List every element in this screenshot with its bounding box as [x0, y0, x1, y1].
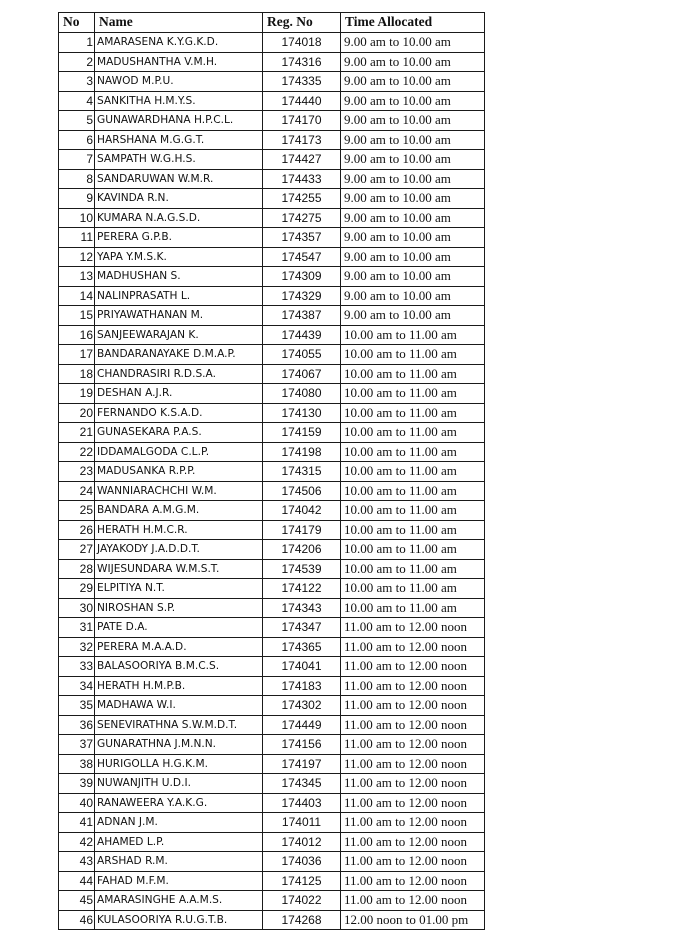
table-row	[59, 579, 485, 599]
row-number: 21	[59, 423, 95, 443]
student-name: IDDAMALGODA C.L.P.	[95, 442, 263, 462]
student-name: HURIGOLLA H.G.K.M.	[95, 754, 263, 774]
reg-number: 174022	[263, 891, 341, 911]
table-body	[59, 33, 485, 930]
student-name: AMARASENA K.Y.G.K.D.	[95, 33, 263, 53]
row-number: 8	[59, 169, 95, 189]
row-number: 9	[59, 189, 95, 209]
time-allocated: 9.00 am to 10.00 am	[341, 130, 485, 150]
table-row	[59, 208, 485, 228]
student-name: GUNARATHNA J.M.N.N.	[95, 735, 263, 755]
time-allocated: 11.00 am to 12.00 noon	[341, 774, 485, 794]
student-name: SENEVIRATHNA S.W.M.D.T.	[95, 715, 263, 735]
student-name: WANNIARACHCHI W.M.	[95, 481, 263, 501]
reg-number: 174315	[263, 462, 341, 482]
time-allocated: 10.00 am to 11.00 am	[341, 442, 485, 462]
student-name: DESHAN A.J.R.	[95, 384, 263, 404]
time-allocated: 11.00 am to 12.00 noon	[341, 715, 485, 735]
time-allocated: 9.00 am to 10.00 am	[341, 247, 485, 267]
student-name: ELPITIYA N.T.	[95, 579, 263, 599]
student-name: PRIYAWATHANAN M.	[95, 306, 263, 326]
reg-number: 174440	[263, 91, 341, 111]
table-row	[59, 267, 485, 287]
table-row	[59, 111, 485, 131]
time-allocated: 10.00 am to 11.00 am	[341, 384, 485, 404]
student-name: GUNASEKARA P.A.S.	[95, 423, 263, 443]
reg-number: 174316	[263, 52, 341, 72]
reg-number: 174335	[263, 72, 341, 92]
row-number: 44	[59, 871, 95, 891]
student-name: BANDARA A.M.G.M.	[95, 501, 263, 521]
table-row	[59, 150, 485, 170]
reg-number: 174365	[263, 637, 341, 657]
reg-number: 174012	[263, 832, 341, 852]
row-number: 28	[59, 559, 95, 579]
row-number: 27	[59, 540, 95, 560]
row-number: 29	[59, 579, 95, 599]
reg-number: 174547	[263, 247, 341, 267]
student-name: PERERA G.P.B.	[95, 228, 263, 248]
student-name: RANAWEERA Y.A.K.G.	[95, 793, 263, 813]
row-number: 15	[59, 306, 95, 326]
table-row	[59, 520, 485, 540]
table-row	[59, 813, 485, 833]
student-name: WIJESUNDARA W.M.S.T.	[95, 559, 263, 579]
time-allocated: 11.00 am to 12.00 noon	[341, 735, 485, 755]
row-number: 17	[59, 345, 95, 365]
reg-number: 174198	[263, 442, 341, 462]
table-row	[59, 169, 485, 189]
row-number: 22	[59, 442, 95, 462]
time-allocated: 9.00 am to 10.00 am	[341, 52, 485, 72]
student-name: FAHAD M.F.M.	[95, 871, 263, 891]
time-allocation-table	[58, 12, 485, 930]
student-name: PATE D.A.	[95, 618, 263, 638]
row-number: 46	[59, 910, 95, 930]
table-row	[59, 657, 485, 677]
reg-number: 174206	[263, 540, 341, 560]
time-allocated: 9.00 am to 10.00 am	[341, 72, 485, 92]
time-allocated: 10.00 am to 11.00 am	[341, 579, 485, 599]
reg-number: 174403	[263, 793, 341, 813]
student-name: SANJEEWARAJAN K.	[95, 325, 263, 345]
student-name: CHANDRASIRI R.D.S.A.	[95, 364, 263, 384]
student-name: NAWOD M.P.U.	[95, 72, 263, 92]
time-allocated: 9.00 am to 10.00 am	[341, 208, 485, 228]
row-number: 38	[59, 754, 95, 774]
header-name: Name	[95, 13, 263, 33]
table-row	[59, 774, 485, 794]
time-allocated: 10.00 am to 11.00 am	[341, 540, 485, 560]
row-number: 34	[59, 676, 95, 696]
table-row	[59, 33, 485, 53]
row-number: 25	[59, 501, 95, 521]
time-allocated: 10.00 am to 11.00 am	[341, 364, 485, 384]
student-name: NALINPRASATH L.	[95, 286, 263, 306]
row-number: 45	[59, 891, 95, 911]
student-name: MADUSANKA R.P.P.	[95, 462, 263, 482]
table-row	[59, 364, 485, 384]
reg-number: 174130	[263, 403, 341, 423]
student-name: AHAMED L.P.	[95, 832, 263, 852]
student-name: HARSHANA M.G.G.T.	[95, 130, 263, 150]
row-number: 12	[59, 247, 95, 267]
row-number: 42	[59, 832, 95, 852]
time-allocated: 10.00 am to 11.00 am	[341, 520, 485, 540]
time-allocated: 9.00 am to 10.00 am	[341, 228, 485, 248]
time-allocated: 9.00 am to 10.00 am	[341, 111, 485, 131]
time-allocated: 11.00 am to 12.00 noon	[341, 891, 485, 911]
time-allocated: 11.00 am to 12.00 noon	[341, 676, 485, 696]
row-number: 24	[59, 481, 95, 501]
table-row	[59, 871, 485, 891]
time-allocated: 9.00 am to 10.00 am	[341, 306, 485, 326]
row-number: 43	[59, 852, 95, 872]
row-number: 4	[59, 91, 95, 111]
time-allocated: 10.00 am to 11.00 am	[341, 462, 485, 482]
row-number: 3	[59, 72, 95, 92]
row-number: 35	[59, 696, 95, 716]
student-name: BANDARANAYAKE D.M.A.P.	[95, 345, 263, 365]
reg-number: 174055	[263, 345, 341, 365]
reg-number: 174011	[263, 813, 341, 833]
student-name: MADUSHANTHA V.M.H.	[95, 52, 263, 72]
row-number: 7	[59, 150, 95, 170]
table-row	[59, 247, 485, 267]
time-allocated: 11.00 am to 12.00 noon	[341, 637, 485, 657]
row-number: 1	[59, 33, 95, 53]
time-allocated: 10.00 am to 11.00 am	[341, 423, 485, 443]
table-row	[59, 832, 485, 852]
time-allocated: 10.00 am to 11.00 am	[341, 501, 485, 521]
reg-number: 174539	[263, 559, 341, 579]
reg-number: 174170	[263, 111, 341, 131]
student-name: ARSHAD R.M.	[95, 852, 263, 872]
student-name: SANDARUWAN W.M.R.	[95, 169, 263, 189]
reg-number: 174506	[263, 481, 341, 501]
table-row	[59, 72, 485, 92]
student-name: HERATH H.M.C.R.	[95, 520, 263, 540]
table-row	[59, 52, 485, 72]
row-number: 2	[59, 52, 95, 72]
table-row	[59, 754, 485, 774]
row-number: 13	[59, 267, 95, 287]
time-allocated: 11.00 am to 12.00 noon	[341, 852, 485, 872]
header-reg-no: Reg. No	[263, 13, 341, 33]
reg-number: 174255	[263, 189, 341, 209]
reg-number: 174042	[263, 501, 341, 521]
row-number: 32	[59, 637, 95, 657]
time-allocated: 11.00 am to 12.00 noon	[341, 696, 485, 716]
time-allocated: 10.00 am to 11.00 am	[341, 598, 485, 618]
row-number: 30	[59, 598, 95, 618]
student-name: SAMPATH W.G.H.S.	[95, 150, 263, 170]
time-allocated: 9.00 am to 10.00 am	[341, 150, 485, 170]
time-allocated: 12.00 noon to 01.00 pm	[341, 910, 485, 930]
table-row	[59, 423, 485, 443]
table-row	[59, 345, 485, 365]
time-allocated: 10.00 am to 11.00 am	[341, 403, 485, 423]
time-allocated: 9.00 am to 10.00 am	[341, 189, 485, 209]
student-name: PERERA M.A.A.D.	[95, 637, 263, 657]
row-number: 14	[59, 286, 95, 306]
student-name: SANKITHA H.M.Y.S.	[95, 91, 263, 111]
reg-number: 174343	[263, 598, 341, 618]
table-row	[59, 189, 485, 209]
table-row	[59, 462, 485, 482]
reg-number: 174179	[263, 520, 341, 540]
row-number: 40	[59, 793, 95, 813]
table-row	[59, 793, 485, 813]
row-number: 31	[59, 618, 95, 638]
time-allocated: 11.00 am to 12.00 noon	[341, 657, 485, 677]
row-number: 5	[59, 111, 95, 131]
row-number: 6	[59, 130, 95, 150]
table-row	[59, 403, 485, 423]
reg-number: 174439	[263, 325, 341, 345]
table-row	[59, 891, 485, 911]
student-name: FERNANDO K.S.A.D.	[95, 403, 263, 423]
time-allocated: 11.00 am to 12.00 noon	[341, 832, 485, 852]
reg-number: 174122	[263, 579, 341, 599]
table-row	[59, 910, 485, 930]
table-row	[59, 852, 485, 872]
reg-number: 174173	[263, 130, 341, 150]
reg-number: 174387	[263, 306, 341, 326]
reg-number: 174067	[263, 364, 341, 384]
student-name: JAYAKODY J.A.D.D.T.	[95, 540, 263, 560]
table-row	[59, 130, 485, 150]
row-number: 39	[59, 774, 95, 794]
reg-number: 174433	[263, 169, 341, 189]
reg-number: 174449	[263, 715, 341, 735]
table-row	[59, 228, 485, 248]
reg-number: 174018	[263, 33, 341, 53]
reg-number: 174345	[263, 774, 341, 794]
time-allocated: 9.00 am to 10.00 am	[341, 169, 485, 189]
time-allocated: 11.00 am to 12.00 noon	[341, 871, 485, 891]
student-name: KUMARA N.A.G.S.D.	[95, 208, 263, 228]
time-allocated: 11.00 am to 12.00 noon	[341, 793, 485, 813]
student-name: MADHUSHAN S.	[95, 267, 263, 287]
row-number: 10	[59, 208, 95, 228]
table-row	[59, 598, 485, 618]
table-row	[59, 735, 485, 755]
allocation-sheet	[58, 12, 484, 930]
reg-number: 174041	[263, 657, 341, 677]
time-allocated: 11.00 am to 12.00 noon	[341, 754, 485, 774]
student-name: NIROSHAN S.P.	[95, 598, 263, 618]
student-name: KAVINDA R.N.	[95, 189, 263, 209]
table-row	[59, 481, 485, 501]
table-row	[59, 676, 485, 696]
reg-number: 174183	[263, 676, 341, 696]
reg-number: 174329	[263, 286, 341, 306]
student-name: ADNAN J.M.	[95, 813, 263, 833]
row-number: 41	[59, 813, 95, 833]
reg-number: 174080	[263, 384, 341, 404]
reg-number: 174156	[263, 735, 341, 755]
row-number: 20	[59, 403, 95, 423]
table-row	[59, 442, 485, 462]
table-row	[59, 306, 485, 326]
reg-number: 174275	[263, 208, 341, 228]
student-name: MADHAWA W.I.	[95, 696, 263, 716]
student-name: YAPA Y.M.S.K.	[95, 247, 263, 267]
table-row	[59, 715, 485, 735]
table-row	[59, 286, 485, 306]
reg-number: 174357	[263, 228, 341, 248]
student-name: GUNAWARDHANA H.P.C.L.	[95, 111, 263, 131]
table-row	[59, 696, 485, 716]
table-row	[59, 325, 485, 345]
table-row	[59, 91, 485, 111]
table-row	[59, 501, 485, 521]
student-name: AMARASINGHE A.A.M.S.	[95, 891, 263, 911]
reg-number: 174268	[263, 910, 341, 930]
table-row	[59, 559, 485, 579]
table-header-row	[59, 13, 485, 33]
row-number: 23	[59, 462, 95, 482]
student-name: BALASOORIYA B.M.C.S.	[95, 657, 263, 677]
header-time-allocated: Time Allocated	[341, 13, 485, 33]
time-allocated: 9.00 am to 10.00 am	[341, 33, 485, 53]
row-number: 18	[59, 364, 95, 384]
table-row	[59, 384, 485, 404]
student-name: KULASOORIYA R.U.G.T.B.	[95, 910, 263, 930]
time-allocated: 10.00 am to 11.00 am	[341, 481, 485, 501]
row-number: 36	[59, 715, 95, 735]
time-allocated: 11.00 am to 12.00 noon	[341, 813, 485, 833]
time-allocated: 10.00 am to 11.00 am	[341, 345, 485, 365]
reg-number: 174036	[263, 852, 341, 872]
reg-number: 174427	[263, 150, 341, 170]
student-name: NUWANJITH U.D.I.	[95, 774, 263, 794]
time-allocated: 10.00 am to 11.00 am	[341, 559, 485, 579]
reg-number: 174125	[263, 871, 341, 891]
row-number: 33	[59, 657, 95, 677]
time-allocated: 11.00 am to 12.00 noon	[341, 618, 485, 638]
row-number: 37	[59, 735, 95, 755]
time-allocated: 9.00 am to 10.00 am	[341, 286, 485, 306]
row-number: 11	[59, 228, 95, 248]
table-row	[59, 540, 485, 560]
reg-number: 174347	[263, 618, 341, 638]
time-allocated: 10.00 am to 11.00 am	[341, 325, 485, 345]
student-name: HERATH H.M.P.B.	[95, 676, 263, 696]
reg-number: 174159	[263, 423, 341, 443]
reg-number: 174302	[263, 696, 341, 716]
reg-number: 174197	[263, 754, 341, 774]
time-allocated: 9.00 am to 10.00 am	[341, 267, 485, 287]
table-row	[59, 618, 485, 638]
row-number: 19	[59, 384, 95, 404]
reg-number: 174309	[263, 267, 341, 287]
table-row	[59, 637, 485, 657]
row-number: 26	[59, 520, 95, 540]
header-no: No	[59, 13, 95, 33]
row-number: 16	[59, 325, 95, 345]
time-allocated: 9.00 am to 10.00 am	[341, 91, 485, 111]
